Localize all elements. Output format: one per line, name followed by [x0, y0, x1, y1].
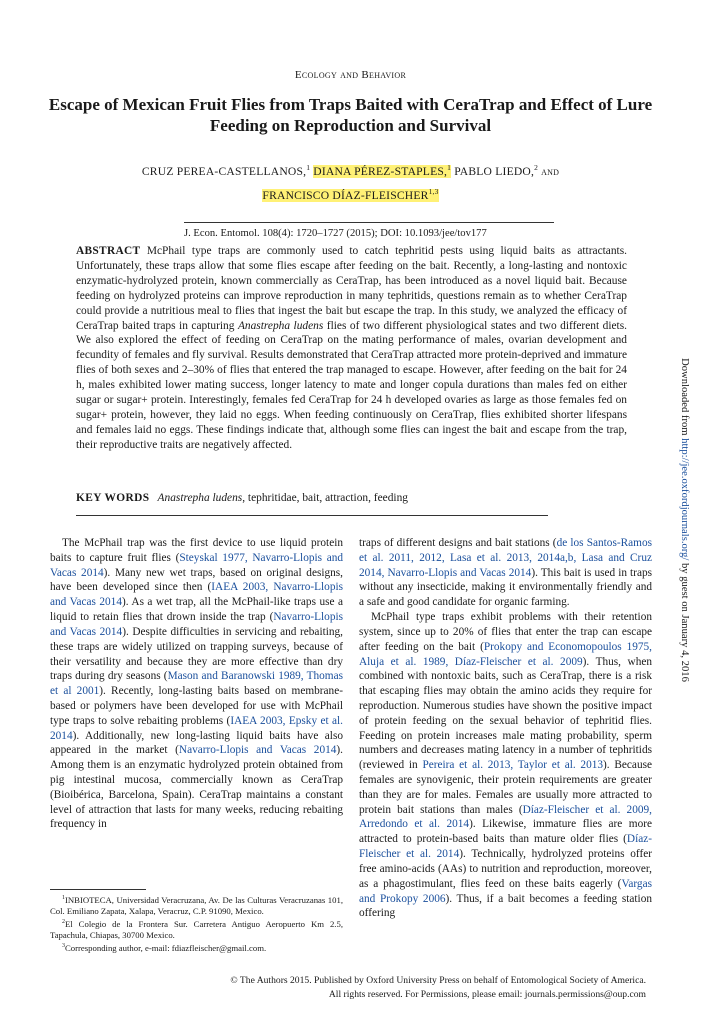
body-text: ). Technically, hydrolyzed proteins offer free amino-acids (AAs) to nutrition and reproduction, moreover, as a phagostimulant, flies feed on these baits eagerly ( — [359, 848, 652, 890]
author-4 — [262, 186, 439, 202]
author-affiliation: 1 — [306, 163, 311, 172]
body-text: ). Additionally, new long-lasting liquid baits have also appeared in the market ( — [50, 729, 343, 757]
author-affiliation: 1 — [447, 163, 452, 172]
author-3 — [454, 165, 538, 178]
footnote-marker: 1 — [62, 895, 65, 901]
body-text: traps of different designs and bait stations ( — [359, 537, 557, 549]
footnote — [50, 893, 343, 917]
abstract-label: ABSTRACT — [76, 245, 141, 257]
body-text: ). Among them is an enzymatic hydrolyzed protein obtained from pig intestinal mucosa, commercially known as CeraTrap (Bioibérica, Barcelona, Spain). CeraTrap maintains a constant level of attraction that lasts for many weeks, reducing rebaiting frequency in — [50, 744, 343, 831]
footnote-marker: 2 — [62, 918, 65, 925]
body-text: ). As a wet trap, all the McPhail-like traps use a liquid to retain flies that drown inside the trap ( — [50, 596, 343, 624]
body-text: ). Thus, if a bait becomes a feeding station offering — [359, 892, 652, 920]
citation-link[interactable]: Navarro-Llopis and Vacas 2014 — [178, 744, 337, 757]
watermark-suffix: by guest on January 4, 2016 — [679, 560, 690, 682]
citation-link[interactable]: IAEA 2003, Epsky et al. 2014 — [50, 714, 343, 742]
body-text: The McPhail trap was the first device to use liquid protein baits to capture fruit flies ( — [50, 537, 343, 564]
body-text: ). Because females are synovigenic, their protein requirements are greater than they are for males. Females are usually more attracted to protein bait stations than males ( — [359, 759, 652, 816]
citation-link[interactable]: Steyskal 1977, Navarro-Llopis and Vacas 2014 — [50, 551, 344, 579]
footnote — [50, 941, 343, 954]
citation-link[interactable]: IAEA 2003, Navarro-Llopis and Vacas 2014 — [50, 581, 344, 609]
abstract-text-part1: McPhail type traps are commonly used to catch tephritid pests using liquid baits as attractants. Unfortunately, these traps allow that some flies escape after feeding on the bait. Recently, a long-lasting and nontoxic enzymatic-hydrolyzed protein, known commercially as CeraTrap, has been introduced as a novel liquid bait. Because feeding on hydrolyzed proteins can improve reproduction in many tephritids, questions remain as to whether CeraTrap could provide a nutritious meal to flies that ingest the bait but escape the trap. In this study, we analyzed the efficacy of CeraTrap baited traps in capturing — [76, 245, 627, 332]
body-text: ). Likewise, immature flies are more attracted to protein-based baits than mature older flies ( — [359, 818, 652, 846]
author-1 — [142, 165, 310, 178]
footnote-divider — [50, 889, 146, 890]
keyword-species: Anastrepha ludens — [157, 492, 243, 504]
keyword-list: , tephritidae, bait, attraction, feeding — [242, 492, 408, 504]
citation-link[interactable]: Prokopy and Economopoulos 1975, Aluja et al. 1989, Díaz-Fleischer et al. 2009 — [359, 640, 652, 668]
section-heading: Ecology and Behavior — [294, 69, 407, 81]
watermark-prefix: Downloaded from — [679, 358, 690, 439]
abstract-text-part2: flies of two different physiological states and two different diets. We also explored the effect of feeding on CeraTrap on the mating performance of males, ovarian development and fecundity of females and fly survival. Results demonstrated that CeraTrap attracted more protein-deprived and immature flies of both sexes and 2–30% of flies that entered the trap managed to escape. However, after feeding on the bait for 24 h, males exhibited lower mating success, longer latency to mate and longer copula durations than males fed on either sugar or sugar+ protein. Interestingly, females fed CeraTrap for 24 h developed ovaries as large as those females fed on sugar+ protein, however, they laid no eggs. When feeding continuously on CeraTrap, flies exhibited shorter lifespans and females laid no eggs. These findings indicate that, although some flies can ingest the bait and escape from the trap, their reproductive traits are negatively affected. — [76, 319, 627, 451]
body-paragraph — [50, 536, 343, 832]
author-affiliation: 2 — [534, 163, 539, 172]
author-name: FRANCISCO DÍAZ-FLEISCHER — [262, 188, 429, 202]
citation-link[interactable]: Vargas and Prokopy 2006 — [359, 877, 652, 905]
footnote-text: El Colegio de la Frontera Sur. Carretera Antiguo Aeropuerto Km 2.5, Tapachula, Chiapas, 30700 Mexico. — [50, 918, 343, 940]
footnotes — [50, 893, 343, 954]
keywords-divider — [76, 515, 548, 516]
citation-link[interactable]: Díaz-Fleischer et al. 2009, Arredondo et al. 2014 — [359, 803, 652, 831]
body-paragraph — [359, 610, 652, 921]
body-text: ). This bait is used in traps without any insecticide, making it environmentally friendly and a safe and good candidate for organic farming. — [359, 566, 653, 609]
keywords-label: KEY WORDS — [76, 492, 150, 504]
footnote-text: INBIOTECA, Universidad Veracruzana, Av. De las Culturas Veracruzanas 101, Col. Emiliano Zapata, Xalapa, Veracruz, C.P. 91090, Mexico. — [50, 894, 343, 916]
citation-link[interactable]: Navarro-Llopis and Vacas 2014 — [50, 611, 343, 638]
body-text: ). Many new wet traps, based on original designs, have been developed since then ( — [50, 566, 344, 594]
keywords — [76, 491, 627, 506]
footnote-text: Corresponding author, e-mail: fdiazfleischer@gmail.com. — [65, 942, 267, 953]
citation-link[interactable]: Mason and Baranowski 1989, Thomas et al 2001 — [50, 670, 343, 698]
body-text: ). Thus, when combined with nontoxic baits, such as CeraTrap, there is a risk that escaping flies may obtain the amino acids they require for reproduction. Numerous studies have shown the positive impact of protein feeding on the sexual behavior of tephritid flies. Feeding on protein increases male mating probability, sperm numbers and decreases mating latency in a number of tephritids (reviewed in — [359, 655, 653, 772]
author-conjunction: and — [541, 164, 560, 178]
author-2 — [313, 165, 451, 178]
abstract — [76, 244, 627, 453]
journal-citation: J. Econ. Entomol. 108(4): 1720–1727 (2015); DOI: 10.1093/jee/tov177 — [184, 222, 554, 239]
permissions-line: All rights reserved. For Permissions, please email: journals.permissions@oup.com — [328, 988, 646, 1000]
copyright-notice — [200, 974, 646, 1001]
journal-link[interactable]: http://jee.oxfordjournals.org/ — [679, 438, 690, 561]
citation-link[interactable]: de los Santos-Ramos et al. 2011, 2012, Lasa et al. 2013, 2014a,b, Lasa and Cruz 2014, Navarro-Llopis and Vacas 2014 — [359, 537, 652, 579]
citation-link[interactable]: Pereira et al. 2013, Taylor et al. 2013 — [422, 759, 604, 772]
author-affiliation: 1,3 — [428, 186, 439, 196]
abstract-species-name: Anastrepha ludens — [237, 319, 324, 332]
body-text: ). Recently, long-lasting baits based on membrane-based or polymers have been developed for use with McPhail type traps to solve rebaiting problems ( — [50, 685, 343, 727]
body-column-left — [50, 536, 343, 832]
body-column-right — [359, 536, 652, 921]
footnote — [50, 917, 343, 941]
body-text: McPhail type traps exhibit problems with their retention system, since up to 20% of flies that enter the trap can escape after feeding on the bait ( — [359, 611, 652, 653]
body-paragraph — [359, 536, 652, 610]
author-name: PABLO LIEDO, — [454, 164, 535, 178]
footnote-marker: 3 — [62, 942, 65, 949]
article-title: Escape of Mexican Fruit Flies from Traps Baited with CeraTrap and Effect of Lure Feeding on Reproduction and Survival — [48, 95, 653, 135]
author-name: DIANA PÉREZ-STAPLES, — [313, 164, 448, 178]
author-name: CRUZ PEREA-CASTELLANOS, — [141, 164, 307, 178]
citation-link[interactable]: Díaz-Fleischer et al. 2014 — [359, 833, 652, 861]
author-list — [60, 158, 641, 206]
copyright-line: © The Authors 2015. Published by Oxford University Press on behalf of Entomological Society of America. — [230, 975, 646, 986]
body-text: ). Despite difficulties in servicing and rebaiting, these traps are widely utilized on trapping surveys, because of their versatility and because they are more effective than dry traps during dry seasons ( — [50, 625, 343, 683]
download-watermark — [677, 310, 691, 730]
